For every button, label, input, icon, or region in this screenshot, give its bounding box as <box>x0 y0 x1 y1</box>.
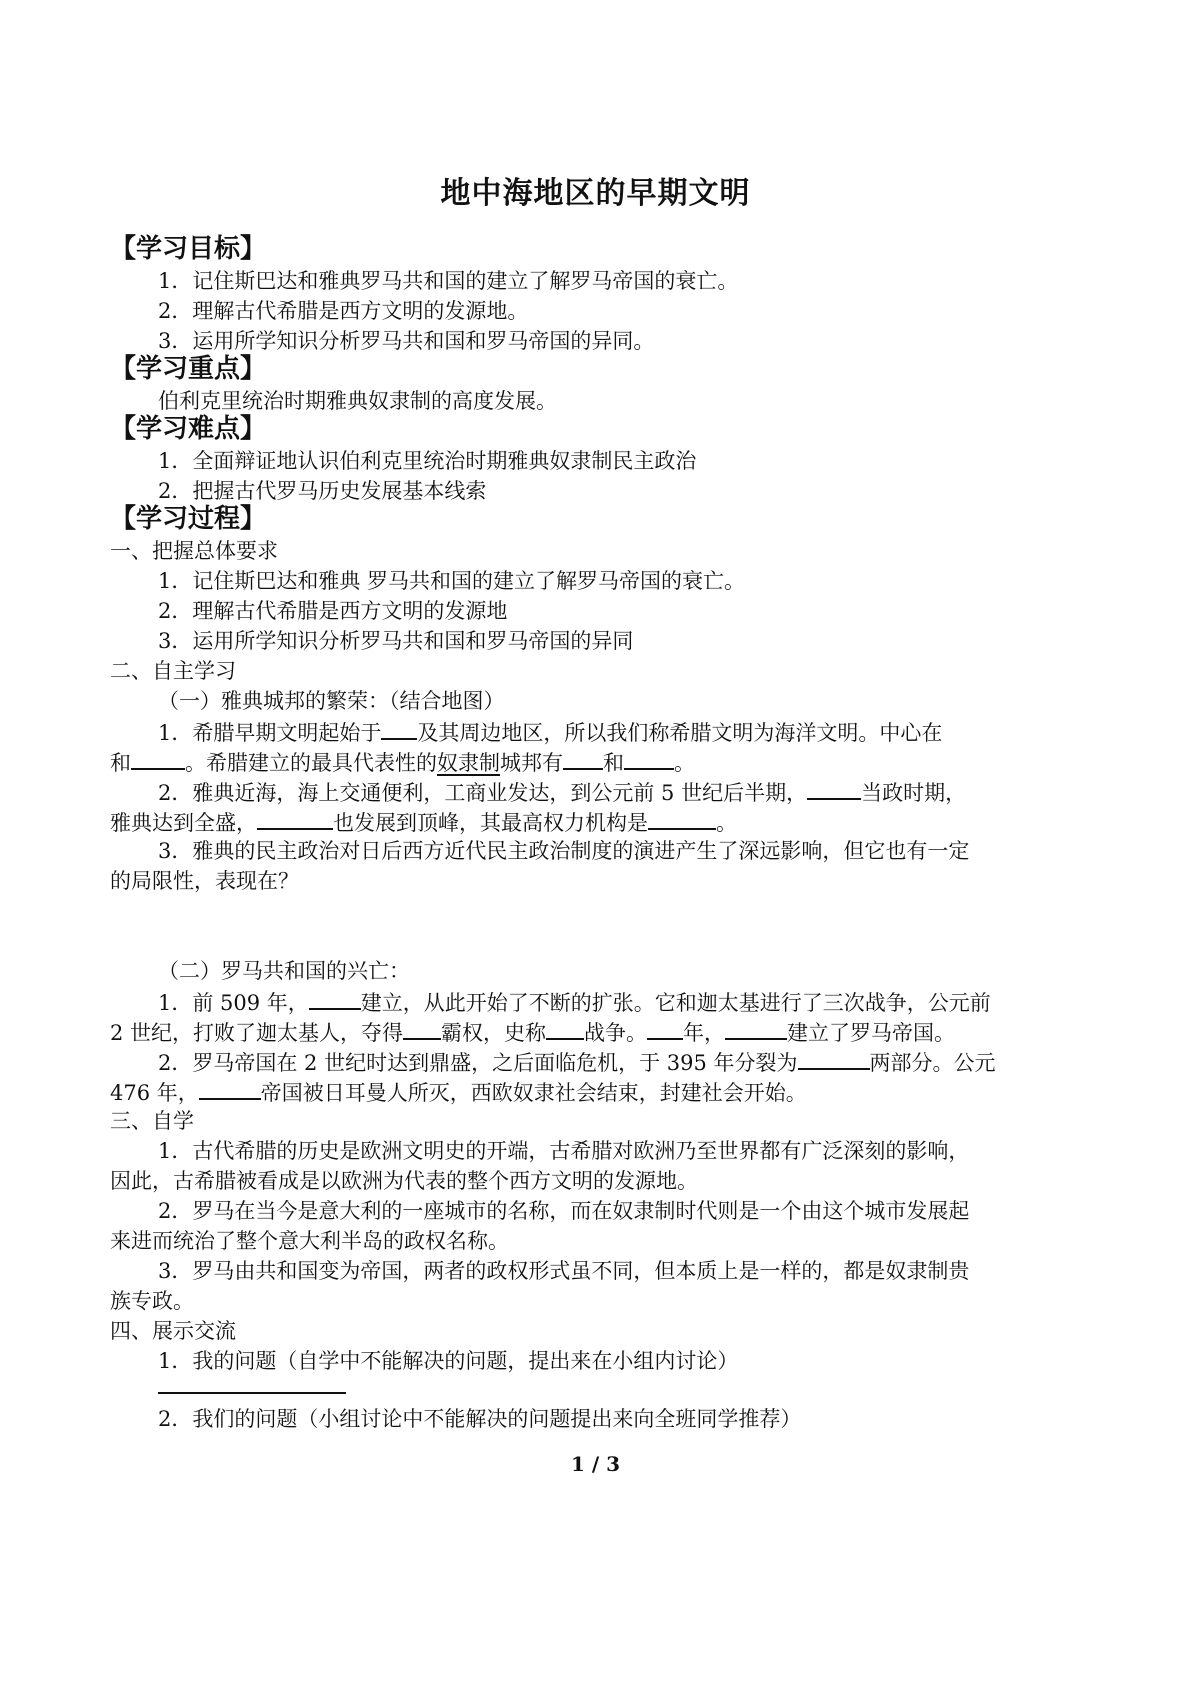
question-3-line-2: 的局限性，表现在？ <box>110 869 299 893</box>
section2-part2-title: （二）罗马共和国的兴亡： <box>158 959 410 983</box>
question-r2-line-2: 476 年， 帝国被日耳曼人所灭，西欧奴隶社会结束，封建社会开始。 <box>110 1076 1191 1108</box>
fill-blank[interactable] <box>798 1046 870 1070</box>
section1-item: 3．运用所学知识分析罗马共和国和罗马帝国的异同 <box>158 629 634 653</box>
section3-line: 1．古代希腊的历史是欧洲文明史的开端，古希腊对欧洲乃至世界都有广泛深刻的影响， <box>158 1139 970 1163</box>
question-1-line-1: 1．希腊早期文明起始于 及其周边地区，所以我们称希腊文明为海洋文明。中心在 <box>158 716 1191 748</box>
section3-title: 三、自学 <box>110 1109 194 1133</box>
question-1-line-2: 和 。希腊建立的最具代表性的奴隶制城邦有 和 。 <box>110 746 1191 778</box>
heading-goals: 【学习目标】 <box>110 234 267 264</box>
fill-blank[interactable] <box>563 746 603 770</box>
section4-item-2: 2．我们的问题（小组讨论中不能解决的问题提出来向全班同学推荐） <box>158 1407 802 1431</box>
fill-blank[interactable] <box>546 1016 584 1040</box>
fill-blank[interactable] <box>257 806 333 830</box>
fill-blank[interactable] <box>725 1016 787 1040</box>
fill-blank[interactable] <box>131 746 185 770</box>
difficulty-item: 2．把握古代罗马历史发展基本线索 <box>158 479 487 503</box>
section3-line: 来进而统治了整个意大利半岛的政权名称。 <box>110 1229 509 1253</box>
question-2-line-2: 雅典达到全盛， 也发展到顶峰，其最高权力机构是 。 <box>110 806 1191 838</box>
question-r1-line-2: 2 世纪，打败了迦太基人，夺得 霸权，史称 战争。 年， 建立了罗马帝国。 <box>110 1016 1191 1048</box>
section3-line: 2．罗马在当今是意大利的一座城市的名称，而在奴隶制时代则是一个由这个城市发展起 <box>158 1199 970 1223</box>
goal-item: 3．运用所学知识分析罗马共和国和罗马帝国的异同。 <box>158 329 655 353</box>
goal-item: 2．理解古代希腊是西方文明的发源地。 <box>158 299 529 323</box>
question-3-line-1: 3．雅典的民主政治对日后西方近代民主政治制度的演进产生了深远影响，但它也有一定 <box>158 839 970 863</box>
fill-blank[interactable] <box>807 776 861 800</box>
fill-blank[interactable] <box>403 1016 441 1040</box>
section4-item-1: 1．我的问题（自学中不能解决的问题，提出来在小组内讨论） <box>158 1349 739 1373</box>
heading-difficulty: 【学习难点】 <box>110 414 267 444</box>
section3-line: 3．罗马由共和国变为帝国，两者的政权形式虽不同，但本质上是一样的，都是奴隶制贵 <box>158 1259 970 1283</box>
fill-blank[interactable] <box>309 986 361 1010</box>
difficulty-item: 1．全面辩证地认识伯利克里统治时期雅典奴隶制民主政治 <box>158 449 697 473</box>
section1-item: 1．记住斯巴达和雅典 罗马共和国的建立了解罗马帝国的衰亡。 <box>158 569 746 593</box>
key-point: 伯利克里统治时期雅典奴隶制的高度发展。 <box>158 389 557 413</box>
section1-item: 2．理解古代希腊是西方文明的发源地 <box>158 599 508 623</box>
document-title: 地中海地区的早期文明 <box>440 176 751 211</box>
fill-blank[interactable] <box>648 806 716 830</box>
section2-part1-title: （一）雅典城邦的繁荣：（结合地图） <box>158 689 505 713</box>
section2-title: 二、自主学习 <box>110 659 236 683</box>
question-r1-line-1: 1．前 509 年， 建立，从此开始了不断的扩张。它和迦太基进行了三次战争，公元前 <box>158 986 1191 1018</box>
section4-title: 四、展示交流 <box>110 1319 236 1343</box>
question-r2-line-1: 2．罗马帝国在 2 世纪时达到鼎盛，之后面临危机，于 395 年分裂为 两部分。公元 <box>158 1046 1191 1078</box>
section3-line: 族专政。 <box>110 1289 194 1313</box>
heading-process: 【学习过程】 <box>110 504 267 534</box>
page-number: 1 / 3 <box>570 1452 621 1476</box>
goal-item: 1．记住斯巴达和雅典罗马共和国的建立了解罗马帝国的衰亡。 <box>158 269 739 293</box>
fill-blank[interactable] <box>199 1076 261 1100</box>
fill-blank[interactable] <box>381 716 417 740</box>
question-2-line-1: 2．雅典近海，海上交通便利，工商业发达，到公元前 5 世纪后半期， 当政时期， <box>158 776 1191 808</box>
fill-blank[interactable] <box>647 1016 683 1040</box>
fill-blank[interactable] <box>624 746 674 770</box>
section3-line: 因此，古希腊被看成是以欧洲为代表的整个西方文明的发源地。 <box>110 1169 698 1193</box>
heading-key: 【学习重点】 <box>110 354 267 384</box>
answer-line[interactable] <box>158 1392 346 1394</box>
section1-title: 一、把握总体要求 <box>110 539 278 563</box>
